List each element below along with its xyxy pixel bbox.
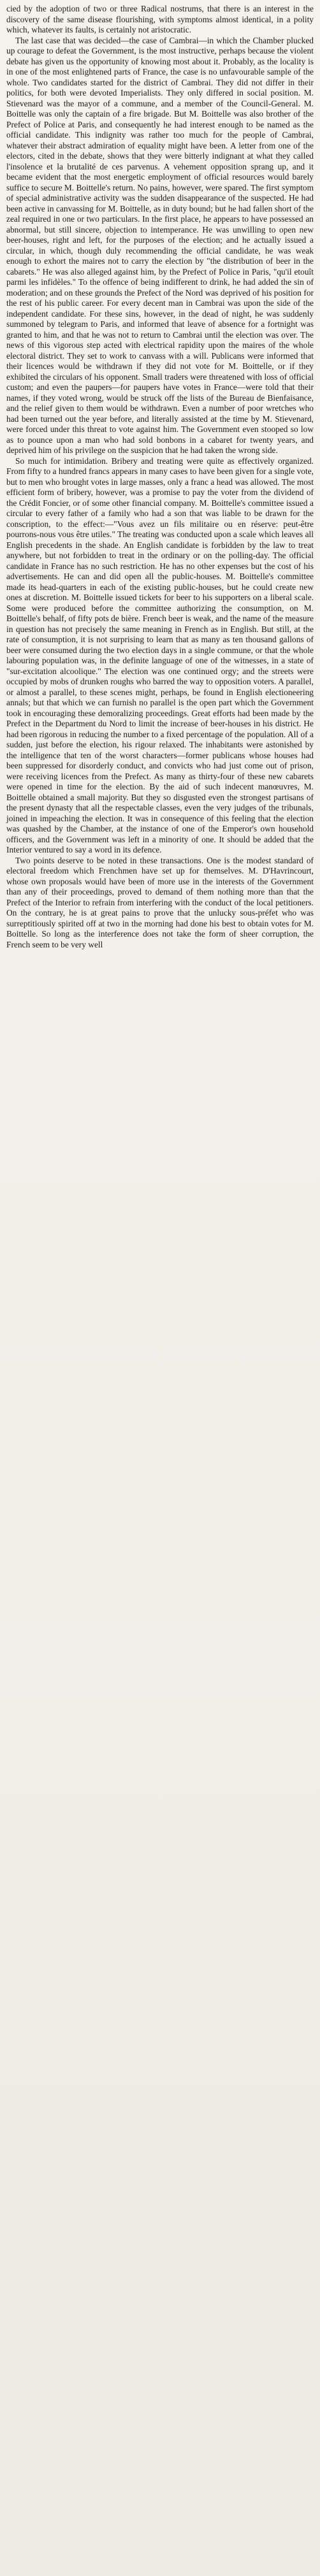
- paper-edge-shade: [0, 2551, 320, 2576]
- article-body: [6, 4, 314, 950]
- article-paragraph-2: The last case that was decided—the case of Cambrai—in which the Chamber plucked up courage to defeat the Government, is the most instructive, perhaps because the violent debate has given us the opportunity of knowing most about it. Probably, as the locality is in one of the most enlightened parts of France, the case is no unfavourable sample of the whole. Two candidates started for the district of Cambrai. They did not differ in their politics, for both were devoted Imperialists. They only differed in social position. M. Stievenard was the mayor of a commune, and a member of the Council-General. M. Boittelle was only the captain of a fire brigade. But M. Boittelle was also brother of the Prefect of Police at Paris, and consequently he had interest enough to be named as the official candidate. This indignity was rather too much for the people of Cambrai, whatever their abstract admiration of equality might have been. A letter from one of the electors, cited in the debate, shows that they were bitterly indignant at what they called l'insolence et la brutalité de ces parvenus. A vehement opposition sprang up, and it became evident that the most energetic employment of official resources would barely suffice to secure M. Boittelle's return. No pains, however, were spared. The first symptom of special administrative activity was the sudden disappearance of the suspected. He had been active in canvassing for M. Boittelle, as in duty bound; but he had fallen short of the zeal required in one or two particulars. In the first place, he appears to have possessed an abnormal, but still sincere, objection to intemperance. He was unwilling to open new beer-houses, right and left, for the purposes of the election; and he actually issued a circular, in which, though duly recommending the official candidate, he was weak enough to exhort the maires not to carry the election by "the distribution of beer in the cabarets." He was also alleged against him, by the Prefect of Police in Paris, "qu'il etouît parmi les infidèles." To the offence of being indifferent to drink, he had added the sin of moderation; and on these grounds the Prefect of the Nord was deprived of his position for the rest of his public career. For every decent man in Cambrai was upon the side of the independent candidate. For these sins, however, in the dead of night, he was suddenly summoned by telegram to Paris, and informed that leave of absence for a fortnight was granted to him, and that he was not to return to Cambrai until the election was over. The news of this vigorous step acted with electrical rapidity upon the maires of the whole electoral district. They set to work to canvass with a will. Publicans were informed that their licences would be withdrawn if they did not vote for M. Boittelle, or if they exhibited the circulars of his opponent. Small traders were threatened with loss of official custom; and even the paupers—for paupers have votes in France—were told that their names, if they voted wrong, would be struck off the lists of the Bureau de Bienfaisance, and the relief given to them would be withdrawn. Even a number of poor wretches who had been turned out the year before, and literally assisted at the time by M. Stievenard, were forced under this threat to vote against him. The Government even stooped so low as to pounce upon a man who had sold bonbons in a cabaret for twenty years, and deprived him of his privilege on the suspicion that he had taken the wrong side.: [6, 35, 314, 455]
- article-paragraph-4: Two points deserve to be noted in these transactions. One is the modest standard of electoral freedom which Frenchmen have set up for themselves. M. D'Havrincourt, whose own proposals would have been of more use in the interests of the Government than any of their proceedings, proved to demand of them nothing more than that the Prefect of the Interior to refrain from interfering with the conduct of the local petitioners. On the contrary, he is at great pains to prove that the unlucky sous-préfet who was surreptitiously spirited off at two in the morning had done his best to obtain votes for M. Boittelle. So long as the interference does not take the form of sheer corruption, the French seem to be very well: [6, 855, 314, 949]
- article-paragraph-1: cied by the adoption of two or three Radical nostrums, that there is an interest in the discovery of the same disease flourishing, with symptoms almost identical, in a polity which, whatever its faults, is certainly not aristocratic.: [6, 4, 314, 34]
- article-paragraph-3: So much for intimidation. Bribery and treating were quite as effectively organized. From fifty to a hundred francs appears in many cases to have been given for a single vote, but to men who brought votes in large masses, only a franc a head was allowed. The most efficient form of bribery, however, was a promise to pay the voter from the dividend of the Crédit Foncier, or of some other financial company. M. Boittelle's committee issued a circular to every father of a family who had a son that was liable to be drawn for the conscription, to the effect:—"Vous avez un fils militaire ou en réserve: peut-être pourrons-nous vous être utiles." The treating was conducted upon a scale which leaves all English precedents in the shade. An English candidate is forbidden by the law to treat anywhere, but not forbidden to treat in the ordinary or on the polling-day. The official candidate in France has no such restriction. He has no other expenses but the cost of his advertisements. He can and did open all the public-houses. M. Boittelle's committee made its head-quarters in each of the existing public-houses, but he could create new ones at discretion. M. Boittelle issued tickets for beer to his supporters on a liberal scale. Some were produced before the committee authorizing the consumption, on M. Boittelle's behalf, of fifty pots de bière. French beer is weak, and the name of the measure in question has not precisely the same meaning in French as in English. But still, at the rate of consumption, it is not surprising to learn that as many as ten thousand gallons of beer were consumed during the two election days in a single commune, or that the whole labouring population was, in the definite language of one of the witnesses, in a state of "sur-excitation alcoolique." The election was one continued orgy; and the streets were occupied by mobs of drunken roughs who barred the way to opposition voters. A parallel, or almost a parallel, to these scenes might, perhaps, be found in English electioneering annals; but that which we can furnish no parallel is the open part which the Government took in encouraging these demoralizing proceedings. Great efforts had been made by the Prefect in the Department du Nord to limit the increase of beer-houses in his district. He had been rigorous in reducing the number to a fixed percentage of the population. All of a sudden, just before the election, his rigour relaxed. The inhabitants were astonished by the intelligence that ten of the worst characters—former publicans whose houses had been suppressed for disorderly conduct, and convicts who had just come out of prison, were receiving licences from the Prefect. As many as thirty-four of these new cabarets were opened in time for the election. By the aid of such indecent manœuvres, M. Boittelle obtained a small majority. But they so disgusted even the strongest partisans of the present dynasty that all the respectable classes, even the very judges of the tribunals, joined in impeaching the election. It was in consequence of this feeling that the election was quashed by the Chamber, at the instance of one of the Emperor's own household officers, and the Government was left in a minority of one. It should be added that the Interior ventured to say a word in its defence.: [6, 456, 314, 854]
